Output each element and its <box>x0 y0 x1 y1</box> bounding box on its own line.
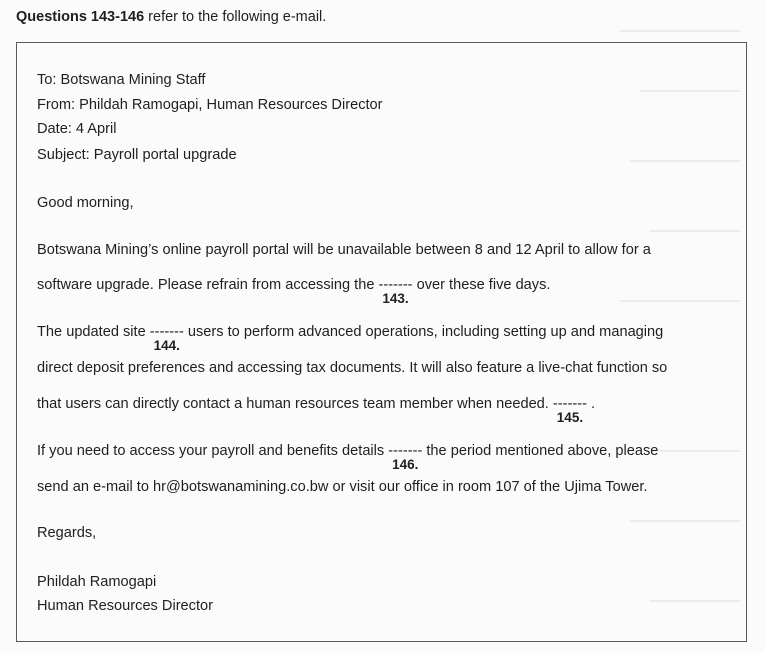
question-number-145: 145. <box>556 410 584 425</box>
question-number-144: 144. <box>153 338 180 353</box>
question-number-143: 143. <box>382 291 409 306</box>
blank-145: ------- 145. <box>552 396 587 425</box>
question-range: Questions 143-146 <box>16 9 145 25</box>
paragraph-2-line-1: The updated site ------- 144. users to perform advanced operations, including setting up and managing <box>37 324 664 353</box>
paragraph-3-line-2: send an e-mail to hr@botswanamining.co.bw or visit our office in room 107 of the Ujima Tower. <box>37 479 648 495</box>
paragraph-1-line-1: Botswana Mining’s online payroll portal will be unavailable between 8 and 12 April to allow for a <box>37 242 651 258</box>
signature-name: Phildah Ramogapi <box>37 574 157 590</box>
email-greeting: Good morning, <box>37 195 134 211</box>
paragraph-3-line-1: If you need to access your payroll and benefits details ------- 146. the period mentioned above, please <box>37 443 659 472</box>
blank-146: ------- 146. <box>388 443 423 472</box>
email-frame <box>16 42 747 642</box>
email-date: Date: 4 April <box>37 121 117 137</box>
instruction-text: refer to the following e-mail. <box>144 9 327 25</box>
paragraph-2-line-3: that users can directly contact a human resources team member when needed. ------- 145. . <box>37 396 596 425</box>
blank-144: ------- 144. <box>149 324 184 353</box>
question-number-146: 146. <box>392 457 419 472</box>
signature-title: Human Resources Director <box>37 598 213 614</box>
email-closing: Regards, <box>37 525 97 541</box>
question-instructions <box>16 9 326 25</box>
paragraph-1-line-2: software upgrade. Please refrain from accessing the ------- 143. over these five days. <box>37 277 551 306</box>
blank-143: ------- 143. <box>378 277 413 306</box>
email-to: To: Botswana Mining Staff <box>37 72 206 88</box>
email-subject: Subject: Payroll portal upgrade <box>37 147 237 163</box>
paragraph-2-line-2: direct deposit preferences and accessing tax documents. It will also feature a live-chat function so <box>37 360 668 376</box>
email-from: From: Phildah Ramogapi, Human Resources Director <box>37 97 383 113</box>
